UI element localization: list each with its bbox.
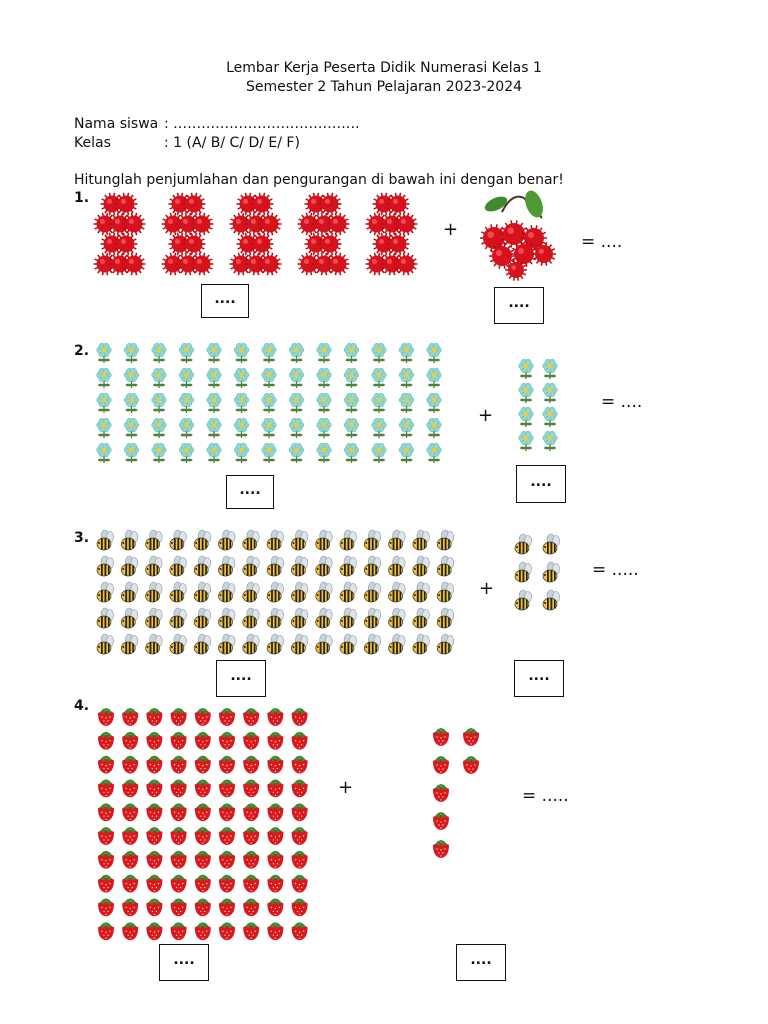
strawberry-icon [171,708,187,726]
question-2-answer-box-right[interactable]: .... [516,465,566,503]
question-1-answer-box-left[interactable]: .... [201,284,249,318]
flower-icon [179,368,194,388]
bee-icon [515,590,532,610]
strawberry-icon [146,756,162,774]
class-label: Kelas [74,135,111,151]
strawberry-icon [98,875,114,893]
bee-icon [170,634,187,654]
flower-icon [317,393,332,413]
bee-icon [219,530,236,550]
flower-icon [207,343,222,363]
flower-icon [207,368,222,388]
flower-icon [317,368,332,388]
strawberry-icon [171,851,187,869]
question-4-answer-box-left[interactable]: .... [159,944,209,981]
flower-icon [179,443,194,463]
flower-icon [372,368,387,388]
flower-icon [97,418,112,438]
strawberry-icon [267,922,283,940]
flower-icon [543,407,558,427]
flower-icon [152,343,167,363]
bee-icon [437,556,454,576]
strawberry-icon [146,732,162,750]
bee-icon [543,590,560,610]
strawberry-icon [195,708,211,726]
strawberry-icon [219,898,235,916]
strawberry-icon [267,756,283,774]
flower-icon [289,418,304,438]
strawberry-icon [195,732,211,750]
flower-icon [207,418,222,438]
strawberry-icon [243,779,259,797]
strawberry-icon [292,875,308,893]
bee-icon [543,562,560,582]
question-4-plus: + [338,777,354,798]
strawberry-icon [171,922,187,940]
bee-icon [364,608,381,628]
bee-icon [437,608,454,628]
strawberry-icon [219,732,235,750]
flower-icon [344,343,359,363]
question-1-right-group [472,190,562,278]
bee-icon [194,556,211,576]
bee-icon [194,530,211,550]
strawberry-icon [243,875,259,893]
flower-icon [519,359,534,379]
strawberry-icon [195,875,211,893]
class-value: : 1 (A/ B/ C/ D/ E/ F) [164,135,300,151]
strawberry-icon [195,922,211,940]
flower-icon [234,343,249,363]
strawberry-icon [267,851,283,869]
bee-icon [170,582,187,602]
question-1-answer-box-right[interactable]: .... [494,287,544,324]
strawberry-icon [292,803,308,821]
bee-icon [243,556,259,576]
question-1-number: 1. [74,190,90,206]
name-field[interactable]: : …………………………………. [164,116,360,132]
strawberry-icon [146,708,162,726]
flower-icon [399,443,414,463]
strawberry-icon [98,779,114,797]
bee-icon [194,582,211,602]
strawberry-icon [146,779,162,797]
bee-icon [146,582,163,602]
flower-icon [97,368,112,388]
bee-icon [291,582,308,602]
bee-icon [243,608,259,628]
question-2-plus: + [478,405,494,426]
flower-icon [399,368,414,388]
question-1-left-group [92,188,442,288]
bee-icon [291,634,308,654]
bee-icon [515,534,532,554]
strawberry-icon [146,827,162,845]
bee-icon [340,582,357,602]
bee-icon [219,556,236,576]
question-3-plus: + [479,578,495,599]
strawberry-icon [98,756,114,774]
flower-icon [399,418,414,438]
bee-icon [97,556,114,576]
bee-icon [170,608,187,628]
name-label: Nama siswa [74,116,159,132]
flower-icon [427,418,442,438]
bee-icon [291,608,308,628]
bee-icon [243,530,259,550]
strawberry-icon [219,851,235,869]
flower-icon [179,393,194,413]
strawberry-icon [195,779,211,797]
bee-icon [219,634,236,654]
question-2-number: 2. [74,343,90,359]
bee-icon [340,634,357,654]
strawberry-icon [122,756,138,774]
flower-icon [344,418,359,438]
strawberry-icon [292,756,308,774]
bee-icon [291,530,308,550]
bee-icon [389,530,406,550]
bee-icon [219,608,236,628]
flower-icon [234,368,249,388]
flower-icon [372,393,387,413]
bee-icon [194,634,211,654]
question-4-right-group [427,722,487,884]
strawberry-icon [463,756,479,774]
question-2-result: = .... [601,392,643,412]
bee-icon [291,556,308,576]
flower-icon [344,393,359,413]
bee-icon [389,582,406,602]
question-1-plus: + [443,219,459,240]
strawberry-icon [219,922,235,940]
strawberry-icon [243,898,259,916]
strawberry-icon [146,922,162,940]
strawberry-icon [219,708,235,726]
bee-icon [437,582,454,602]
bee-icon [243,582,259,602]
bee-icon [364,556,381,576]
question-1-result: = .... [581,232,623,252]
flower-icon [317,343,332,363]
strawberry-icon [171,898,187,916]
bee-icon [121,582,138,602]
strawberry-icon [171,827,187,845]
strawberry-icon [98,803,114,821]
strawberry-icon [292,851,308,869]
flower-icon [344,368,359,388]
flower-icon [372,443,387,463]
flower-icon [152,418,167,438]
bee-icon [97,530,114,550]
question-3-right-group [508,528,566,622]
strawberry-icon [122,732,138,750]
bee-icon [316,582,333,602]
bee-icon [170,530,187,550]
question-3-result: = ..... [592,560,639,580]
bee-icon [413,634,430,654]
bee-icon [413,582,430,602]
flower-icon [124,443,139,463]
worksheet-title: Lembar Kerja Peserta Didik Numerasi Kelas 1 [226,60,542,76]
flower-icon [124,393,139,413]
bee-icon [146,556,163,576]
flower-icon [179,343,194,363]
flower-icon [152,368,167,388]
bee-icon [194,608,211,628]
strawberry-icon [122,779,138,797]
strawberry-icon [98,827,114,845]
instruction-text: Hitunglah penjumlahan dan pengurangan di bawah ini dengan benar! [74,172,564,188]
strawberry-icon [433,756,449,774]
flower-icon [262,393,277,413]
bee-icon [316,634,333,654]
bee-icon [267,634,284,654]
bee-icon [340,556,357,576]
bee-icon [364,634,381,654]
flower-icon [519,407,534,427]
bee-icon [413,530,430,550]
flower-icon [289,368,304,388]
strawberry-icon [146,898,162,916]
flower-icon [289,443,304,463]
bee-icon [97,608,114,628]
strawberry-icon [433,728,449,746]
bee-icon [267,556,284,576]
bee-icon [97,582,114,602]
question-3-number: 3. [74,530,90,546]
strawberry-icon [292,732,308,750]
strawberry-icon [122,708,138,726]
question-3-answer-box-right[interactable]: .... [514,660,564,697]
flower-icon [399,343,414,363]
strawberry-icon [171,779,187,797]
strawberry-icon [122,827,138,845]
question-4-number: 4. [74,698,90,714]
flower-icon [344,443,359,463]
question-4-result: = ..... [522,786,569,806]
bee-icon [243,634,259,654]
strawberry-icon [243,708,259,726]
strawberry-icon [195,898,211,916]
flower-icon [317,418,332,438]
flower-icon [317,443,332,463]
strawberry-icon [243,732,259,750]
flower-icon [399,393,414,413]
bee-icon [121,530,138,550]
bee-icon [170,556,187,576]
bee-icon [437,634,454,654]
strawberry-icon [243,922,259,940]
flower-icon [372,418,387,438]
strawberry-icon [195,851,211,869]
strawberry-icon [98,851,114,869]
flower-icon [179,418,194,438]
strawberry-icon [219,779,235,797]
strawberry-icon [267,779,283,797]
question-3-answer-box-left[interactable]: .... [216,660,266,697]
flower-icon [234,443,249,463]
flower-icon [427,443,442,463]
question-4-left-group [94,704,316,940]
strawberry-icon [433,812,449,830]
flower-icon [97,443,112,463]
flower-icon [124,368,139,388]
flower-icon [427,368,442,388]
flower-icon [262,343,277,363]
strawberry-icon [219,803,235,821]
strawberry-icon [98,732,114,750]
strawberry-icon [146,803,162,821]
strawberry-icon [292,922,308,940]
bee-icon [543,534,560,554]
bee-icon [146,634,163,654]
bee-icon [219,582,236,602]
flower-icon [97,393,112,413]
strawberry-icon [171,732,187,750]
strawberry-icon [267,732,283,750]
strawberry-icon [243,803,259,821]
flower-icon [262,443,277,463]
strawberry-icon [267,708,283,726]
strawberry-icon [195,756,211,774]
strawberry-icon [267,875,283,893]
strawberry-icon [267,898,283,916]
bee-icon [316,608,333,628]
bee-icon [146,608,163,628]
strawberry-icon [219,875,235,893]
bee-icon [413,608,430,628]
flower-icon [372,343,387,363]
question-2-right-group [516,358,564,458]
bee-icon [340,608,357,628]
strawberry-icon [171,875,187,893]
bee-icon [340,530,357,550]
strawberry-icon [146,851,162,869]
flower-icon [234,393,249,413]
flower-icon [124,343,139,363]
strawberry-icon [98,922,114,940]
question-4-answer-box-right[interactable]: .... [456,944,506,981]
bee-icon [316,556,333,576]
strawberry-icon [195,827,211,845]
flower-icon [543,431,558,451]
flower-icon [543,359,558,379]
strawberry-icon [98,708,114,726]
flower-icon [124,418,139,438]
strawberry-icon [171,803,187,821]
bee-icon [267,608,284,628]
strawberry-icon [146,875,162,893]
flower-icon [427,343,442,363]
flower-icon [519,383,534,403]
strawberry-icon [463,728,479,746]
strawberry-icon [267,803,283,821]
strawberry-icon [433,840,449,858]
flower-icon [152,393,167,413]
bee-icon [364,582,381,602]
strawberry-icon [292,779,308,797]
bee-icon [97,634,114,654]
strawberry-icon [292,708,308,726]
bee-icon [389,608,406,628]
bee-icon [389,556,406,576]
strawberry-icon [122,875,138,893]
bee-icon [121,634,138,654]
strawberry-icon [122,922,138,940]
flower-icon [262,418,277,438]
question-2-answer-box-left[interactable]: .... [226,475,274,509]
bee-icon [389,634,406,654]
bee-icon [316,530,333,550]
flower-icon [97,343,112,363]
bee-icon [364,530,381,550]
flower-icon [519,431,534,451]
strawberry-icon [195,803,211,821]
flower-icon [262,368,277,388]
flower-icon [427,393,442,413]
strawberry-icon [171,756,187,774]
strawberry-icon [267,827,283,845]
strawberry-icon [122,851,138,869]
flower-icon [543,383,558,403]
strawberry-icon [243,851,259,869]
flower-icon [289,343,304,363]
flower-icon [152,443,167,463]
bee-icon [267,582,284,602]
bee-icon [267,530,284,550]
strawberry-icon [243,827,259,845]
flower-icon [207,393,222,413]
strawberry-icon [219,827,235,845]
strawberry-icon [292,898,308,916]
flower-icon [289,393,304,413]
strawberry-icon [292,827,308,845]
worksheet-subtitle: Semester 2 Tahun Pelajaran 2023-2024 [245,79,523,95]
strawberry-icon [122,898,138,916]
strawberry-icon [98,898,114,916]
strawberry-icon [243,756,259,774]
bee-icon [121,608,138,628]
bee-icon [515,562,532,582]
strawberry-icon [122,803,138,821]
question-3-left-group [92,526,464,658]
question-2-left-group [92,340,462,468]
flower-icon [234,418,249,438]
bee-icon [437,530,454,550]
strawberry-icon [219,756,235,774]
bee-icon [413,556,430,576]
flower-icon [207,443,222,463]
bee-icon [146,530,163,550]
bee-icon [121,556,138,576]
strawberry-icon [433,784,449,802]
